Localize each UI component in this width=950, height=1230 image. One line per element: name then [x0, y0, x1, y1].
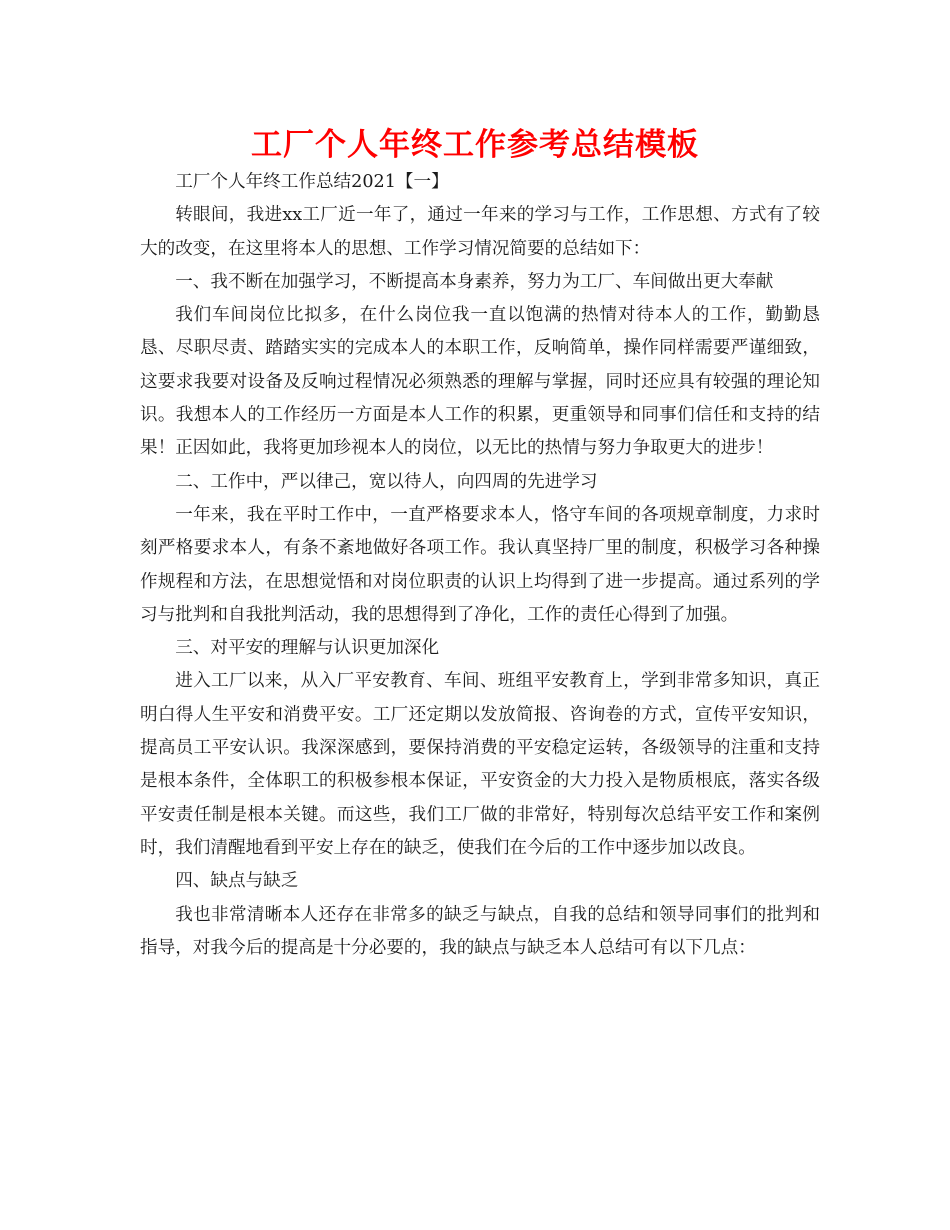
- intro-paragraph: 转眼间，我进xx工厂近一年了，通过一年来的学习与工作，工作思想、方式有了较大的改变，在这里将本人的思想、工作学习情况简要的总结如下：: [140, 205, 820, 259]
- section-heading-4: 四、缺点与缺乏: [175, 871, 299, 892]
- section-heading-1: 一、我不断在加强学习，不断提高本身素养，努力为工厂、车间做出更大奉献: [175, 271, 774, 292]
- section-2-paragraph: 一年来，我在平时工作中，一直严格要求本人，恪守车间的各项规章制度，力求时刻严格要求本人，有条不紊地做好各项工作。我认真坚持厂里的制度，积极学习各种操作规程和方法，在思想觉悟和对岗位职责的认识上均得到了进一步提高。通过系列的学习与批判和自我批判活动，我的思想得到了净化，工作的责任心得到了加强。: [140, 504, 820, 625]
- section-3-paragraph: 进入工厂以来，从入厂平安教育、车间、班组平安教育上，学到非常多知识，真正明白得人生平安和消费平安。工厂还定期以发放简报、咨询卷的方式，宣传平安知识，提高员工平安认识。我深深感到，要保持消费的平安稳定运转，各级领导的注重和支持是根本条件，全体职工的积极参根本保证，平安资金的大力投入是物质根底，落实各级平安责任制是根本关键。而这些，我们工厂做的非常好，特别每次总结平安工作和案例时，我们清醒地看到平安上存在的缺乏，使我们在今后的工作中逐步加以改良。: [140, 671, 820, 858]
- document-body: [140, 166, 820, 965]
- subtitle-line: 工厂个人年终工作总结2021【一】: [175, 172, 449, 192]
- section-4-paragraph: 我也非常清晰本人还存在非常多的缺乏与缺点，自我的总结和领导同事们的批判和指导，对我今后的提高是十分必要的，我的缺点与缺乏本人总结可有以下几点：: [140, 904, 820, 958]
- section-heading-2: 二、工作中，严以律己，宽以待人，向四周的先进学习: [175, 471, 598, 492]
- section-heading-3: 三、对平安的理解与认识更加深化: [175, 638, 440, 659]
- section-1-paragraph: 我们车间岗位比拟多，在什么岗位我一直以饱满的热情对待本人的工作，勤勤恳恳、尽职尽责、踏踏实实的完成本人的本职工作，反响简单，操作同样需要严谨细致，这要求我要对设备及反响过程情况必须熟悉的理解与掌握，同时还应具有较强的理论知识。我想本人的工作经历一方面是本人工作的积累，更重领导和同事们信任和支持的结果！正因如此，我将更加珍视本人的岗位，以无比的热情与努力争取更大的进步！: [140, 305, 820, 459]
- document-title: 工厂个人年终工作参考总结模板: [251, 127, 699, 163]
